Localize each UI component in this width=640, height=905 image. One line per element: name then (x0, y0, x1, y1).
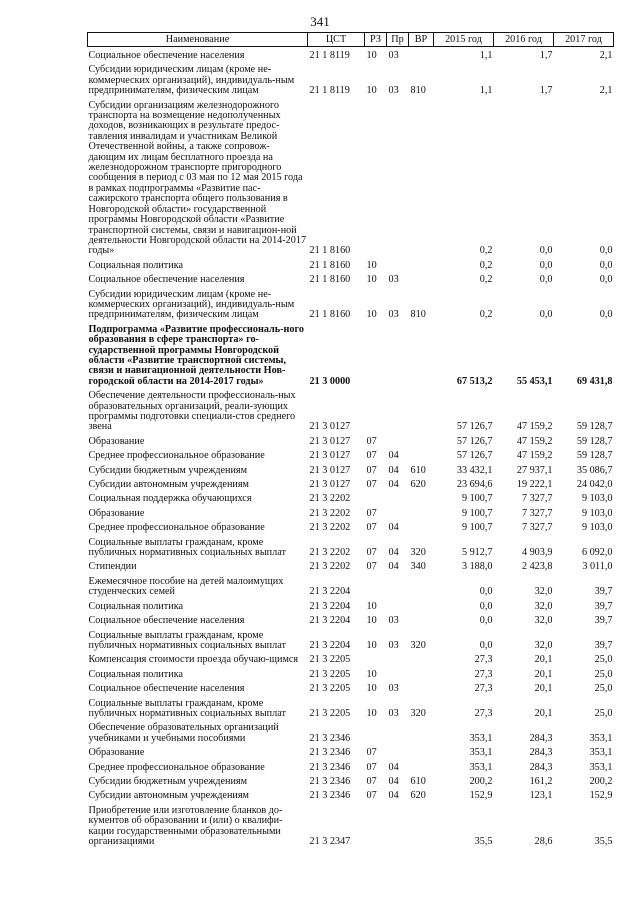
row-pr (387, 97, 409, 257)
row-2016: 0,0 (539, 259, 553, 271)
row-2015: 0,0 (479, 600, 493, 612)
header-2017: 2017 год (554, 33, 614, 47)
row-vr: 620 (410, 790, 426, 802)
row-2017: 25,0 (594, 683, 613, 695)
row-2016: 4 903,9 (521, 547, 553, 559)
row-2017: 353,1 (589, 761, 613, 773)
row-2016: 20,1 (534, 654, 553, 666)
row-rz: 07 (366, 464, 377, 476)
row-pr (387, 257, 409, 271)
row-cst: 21 3 0127 (309, 435, 351, 447)
row-vr (409, 97, 434, 257)
row-2015: 353,1 (469, 761, 493, 773)
row-name: Социальные выплаты гражданам, кроме публичных нормативных социальных выплат (88, 697, 286, 719)
row-cst: 21 1 8160 (309, 259, 351, 271)
row-cst: 21 3 2346 (309, 747, 351, 759)
row-2016: 1,7 (539, 85, 553, 97)
row-2016: 284,3 (529, 747, 553, 759)
row-2017: 69 431,8 (576, 375, 613, 387)
row-rz: 07 (366, 761, 377, 773)
row-vr (409, 802, 434, 848)
row-2015: 35,5 (474, 836, 493, 847)
row-rz: 07 (366, 450, 377, 462)
row-2015: 57 126,7 (456, 435, 493, 447)
row-cst: 21 3 2204 (309, 615, 351, 627)
table-row (88, 476, 614, 490)
row-name: Обеспечение деятельности профессиональ-ных образовательных организаций, реали-зующих программы подготовки специали-стов среднего звена (88, 390, 296, 433)
row-cst: 21 1 8160 (309, 245, 351, 257)
row-2017: 6 092,0 (581, 547, 613, 559)
row-cst: 21 1 8160 (309, 274, 351, 286)
row-name: Приобретение или изготовление бланков до-кументов об образовании и (или) о квалифи-кации государственными образовательными организациями (88, 804, 283, 847)
row-rz (365, 321, 387, 387)
row-cst: 21 3 2346 (309, 775, 351, 787)
row-2015: 1,1 (479, 50, 493, 61)
row-rz: 10 (366, 683, 377, 695)
row-rz: 07 (366, 479, 377, 491)
row-cst: 21 1 8119 (309, 50, 350, 61)
row-2016: 19 222,1 (516, 479, 553, 491)
row-name: Среднее профессиональное образование (88, 522, 265, 534)
row-vr (409, 651, 434, 665)
row-vr (409, 490, 434, 504)
table-row (88, 627, 614, 652)
row-pr: 03 (388, 50, 399, 61)
table-row (88, 534, 614, 559)
row-rz (365, 651, 387, 665)
row-2017: 9 103,0 (581, 507, 613, 519)
row-pr (387, 433, 409, 447)
row-cst: 21 3 2202 (309, 493, 351, 505)
table-row (88, 558, 614, 572)
table-row (88, 680, 614, 694)
table-row (88, 61, 614, 96)
row-name: Среднее профессиональное образование (88, 450, 265, 462)
header-vr: ВР (409, 33, 434, 47)
row-2016: 0,0 (539, 245, 553, 257)
row-2016: 284,3 (529, 761, 553, 773)
row-cst: 21 3 0000 (309, 375, 351, 387)
row-name: Социальная политика (88, 668, 184, 680)
row-vr (409, 573, 434, 598)
header-pr: Пр (387, 33, 409, 47)
row-vr (409, 719, 434, 744)
row-2015: 152,9 (469, 790, 493, 802)
row-2016: 7 327,7 (521, 493, 553, 505)
row-pr (387, 651, 409, 665)
header-cst: ЦСТ (308, 33, 365, 47)
row-cst: 21 3 2205 (309, 668, 351, 680)
row-rz: 07 (366, 522, 377, 534)
row-cst: 21 3 2204 (309, 600, 351, 612)
row-cst: 21 3 2204 (309, 586, 351, 598)
row-rz (365, 573, 387, 598)
table-row (88, 462, 614, 476)
row-2017: 39,7 (594, 615, 613, 627)
row-2015: 200,2 (469, 775, 493, 787)
row-rz: 10 (366, 259, 377, 271)
row-name: Социальная политика (88, 259, 184, 271)
row-rz: 07 (366, 790, 377, 802)
row-pr: 03 (388, 707, 399, 719)
row-2016: 7 327,7 (521, 522, 553, 534)
row-pr (387, 321, 409, 387)
row-2017: 353,1 (589, 747, 613, 759)
table-row (88, 759, 614, 773)
row-rz: 10 (366, 274, 377, 286)
table-row (88, 573, 614, 598)
table-row (88, 97, 614, 257)
row-2017: 35 086,7 (576, 464, 613, 476)
row-pr: 04 (388, 790, 399, 802)
header-name: Наименование (88, 33, 308, 47)
row-vr (409, 387, 434, 433)
row-vr (409, 321, 434, 387)
row-2016: 20,1 (534, 683, 553, 695)
row-rz: 10 (366, 615, 377, 627)
row-cst: 21 3 2346 (309, 761, 351, 773)
row-rz: 10 (366, 85, 377, 97)
row-2017: 353,1 (589, 732, 613, 744)
row-2015: 0,0 (479, 615, 493, 627)
table-row (88, 651, 614, 665)
row-2016: 284,3 (529, 732, 553, 744)
row-pr: 04 (388, 450, 399, 462)
row-2015: 0,0 (479, 639, 493, 651)
row-2015: 1,1 (479, 85, 493, 97)
row-2015: 9 100,7 (461, 522, 493, 534)
row-name: Образование (88, 747, 145, 759)
row-2017: 200,2 (589, 775, 613, 787)
row-rz: 10 (366, 668, 377, 680)
row-pr (387, 666, 409, 680)
row-2016: 27 937,1 (516, 464, 553, 476)
row-name: Социальное обеспечение населения (88, 615, 245, 627)
row-2017: 152,9 (589, 790, 613, 802)
row-rz: 07 (366, 561, 377, 573)
row-pr (387, 505, 409, 519)
row-name: Субсидии бюджетным учреждениям (88, 775, 248, 787)
row-vr (409, 680, 434, 694)
row-2015: 353,1 (469, 732, 493, 744)
row-cst: 21 3 2205 (309, 654, 351, 666)
row-vr: 810 (410, 309, 426, 321)
row-name: Социальная политика (88, 600, 184, 612)
row-vr (409, 447, 434, 461)
table-row (88, 598, 614, 612)
row-cst: 21 3 2346 (309, 790, 351, 802)
row-2017: 39,7 (594, 586, 613, 598)
row-name: Образование (88, 435, 145, 447)
row-2015: 0,2 (479, 245, 493, 257)
row-name: Стипендии (88, 561, 137, 573)
table-row (88, 447, 614, 461)
row-2017: 39,7 (594, 639, 613, 651)
table-row (88, 387, 614, 433)
row-2016: 28,6 (534, 836, 553, 847)
row-2015: 5 912,7 (461, 547, 493, 559)
row-2015: 0,2 (479, 259, 493, 271)
row-2015: 57 126,7 (456, 450, 493, 462)
row-2017: 9 103,0 (581, 493, 613, 505)
row-pr: 03 (388, 683, 399, 695)
row-rz (365, 490, 387, 504)
row-pr (387, 598, 409, 612)
row-cst: 21 3 2346 (309, 732, 351, 744)
row-vr (409, 744, 434, 758)
table-row (88, 802, 614, 848)
row-2016: 32,0 (534, 600, 553, 612)
row-2017: 39,7 (594, 600, 613, 612)
budget-table (87, 32, 614, 847)
row-cst: 21 3 0127 (309, 450, 351, 462)
table-row (88, 787, 614, 801)
row-cst: 21 3 2202 (309, 507, 351, 519)
row-2015: 27,3 (474, 654, 493, 666)
row-2017: 25,0 (594, 707, 613, 719)
row-2015: 0,2 (479, 309, 493, 321)
row-name: Субсидии автономным учреждениям (88, 790, 249, 802)
row-vr: 320 (410, 639, 426, 651)
row-vr (409, 519, 434, 533)
table-row (88, 773, 614, 787)
row-pr (387, 802, 409, 848)
row-rz (365, 719, 387, 744)
row-2017: 9 103,0 (581, 522, 613, 534)
row-vr: 610 (410, 775, 426, 787)
row-rz: 10 (366, 50, 377, 61)
row-pr (387, 490, 409, 504)
row-pr: 03 (388, 85, 399, 97)
row-cst: 21 3 0127 (309, 421, 351, 433)
row-name: Социальное обеспечение населения (88, 274, 245, 286)
row-vr (409, 759, 434, 773)
row-rz (365, 97, 387, 257)
row-name: Ежемесячное пособие на детей малоимущих студенческих семей (88, 575, 284, 598)
row-vr (409, 612, 434, 626)
row-name: Социальные выплаты гражданам, кроме публичных нормативных социальных выплат (88, 629, 286, 651)
row-2015: 0,2 (479, 274, 493, 286)
header-2016: 2016 год (494, 33, 554, 47)
row-cst: 21 3 2202 (309, 547, 351, 559)
row-name: Субсидии юридическим лицам (кроме не-коммерческих организаций), индивидуаль-ным предпринимателям, физическим лицам (88, 288, 295, 321)
row-vr (409, 271, 434, 285)
table-row (88, 257, 614, 271)
row-2015: 3 188,0 (461, 561, 493, 573)
row-pr: 04 (388, 479, 399, 491)
row-2017: 25,0 (594, 654, 613, 666)
table-row (88, 47, 614, 62)
row-vr: 610 (410, 464, 426, 476)
row-2016: 1,7 (539, 50, 553, 61)
row-pr: 03 (388, 274, 399, 286)
row-vr (409, 257, 434, 271)
row-2017: 0,0 (599, 309, 613, 321)
row-2015: 353,1 (469, 747, 493, 759)
row-name: Социальная поддержка обучающихся (88, 493, 252, 505)
row-name: Подпрограмма «Развитие профессиональ-ного образования в сфере транспорта» го-сударственной программы Новгородской области «Развитие транспортной системы, связи и навигационной деятельности Нов-городской области на 2014-2017 годы» (88, 323, 304, 387)
row-2017: 3 011,0 (582, 561, 613, 573)
row-2017: 35,5 (594, 836, 613, 847)
table-row (88, 490, 614, 504)
row-pr (387, 744, 409, 758)
row-name: Субсидии организациям железнодорожного транспорта на возмещение недополученных доходов, возникающих в результате предос-тавления инвалидам и участникам Великой Отечественной войны, а также сопровож-дающим их лицам бесплатного проезда на железнодорожном транспорте пригородного сообщения в период с 03 мая по 12 мая 2015 года в рамках подпрограммы «Развитие пас-сажирского транспорта общего пользования в Новгородской области» государственной программы Новгородской области «Развитие транспортной системы, связи и навигацион-ной деятельности Новгородской области на 2014-2017 годы» (88, 99, 307, 257)
row-2015: 0,0 (479, 586, 493, 598)
row-2015: 9 100,7 (461, 507, 493, 519)
row-rz: 07 (366, 775, 377, 787)
row-rz: 10 (366, 309, 377, 321)
row-cst: 21 3 2347 (309, 836, 351, 847)
row-2016: 161,2 (529, 775, 553, 787)
row-name: Социальное обеспечение населения (88, 50, 245, 61)
row-2017: 59 128,7 (576, 421, 613, 433)
table-row (88, 505, 614, 519)
row-2016: 20,1 (534, 668, 553, 680)
table-header (88, 33, 614, 47)
row-2016: 47 159,2 (516, 435, 553, 447)
table-row (88, 719, 614, 744)
page-number: 341 (310, 14, 330, 29)
row-name: Субсидии юридическим лицам (кроме не-коммерческих организаций), индивидуаль-ным предпринимателям, физическим лицам (88, 64, 295, 97)
row-cst: 21 1 8160 (309, 309, 351, 321)
row-2016: 32,0 (534, 639, 553, 651)
row-pr: 04 (388, 775, 399, 787)
row-cst: 21 3 2202 (309, 522, 351, 534)
row-rz: 07 (366, 747, 377, 759)
row-cst: 21 1 8119 (309, 85, 350, 97)
row-cst: 21 3 2202 (309, 561, 351, 573)
row-pr: 04 (388, 547, 399, 559)
row-2016: 0,0 (539, 274, 553, 286)
row-rz: 10 (366, 707, 377, 719)
row-pr (387, 573, 409, 598)
row-2015: 33 432,1 (456, 464, 493, 476)
table-row (88, 286, 614, 321)
row-rz (365, 387, 387, 433)
row-2016: 20,1 (534, 707, 553, 719)
row-rz: 10 (366, 639, 377, 651)
row-rz: 10 (366, 600, 377, 612)
table-row (88, 321, 614, 387)
row-2016: 47 159,2 (516, 450, 553, 462)
row-2016: 55 453,1 (516, 375, 553, 387)
row-pr (387, 719, 409, 744)
row-2017: 59 128,7 (576, 450, 613, 462)
row-pr: 04 (388, 464, 399, 476)
header-rz: РЗ (365, 33, 387, 47)
row-pr: 04 (388, 761, 399, 773)
row-vr (409, 47, 434, 62)
row-2017: 2,1 (599, 85, 613, 97)
row-vr: 340 (410, 561, 426, 573)
row-2017: 25,0 (594, 668, 613, 680)
row-2016: 32,0 (534, 615, 553, 627)
row-2016: 123,1 (529, 790, 553, 802)
row-2015: 27,3 (474, 668, 493, 680)
row-2015: 57 126,7 (456, 421, 493, 433)
table-row (88, 666, 614, 680)
table-body (88, 47, 614, 848)
row-2016: 0,0 (539, 309, 553, 321)
table-row (88, 695, 614, 720)
table-row (88, 744, 614, 758)
row-vr (409, 666, 434, 680)
table-row (88, 433, 614, 447)
row-vr (409, 433, 434, 447)
row-name: Социальное обеспечение населения (88, 683, 245, 695)
row-rz: 07 (366, 547, 377, 559)
row-vr (409, 505, 434, 519)
row-2017: 59 128,7 (576, 435, 613, 447)
row-rz (365, 802, 387, 848)
table-row (88, 612, 614, 626)
row-vr: 620 (410, 479, 426, 491)
row-2015: 23 694,6 (456, 479, 493, 491)
row-cst: 21 3 2204 (309, 639, 351, 651)
table-row (88, 271, 614, 285)
row-vr: 320 (410, 547, 426, 559)
row-2015: 9 100,7 (461, 493, 493, 505)
row-pr: 03 (388, 309, 399, 321)
row-name: Обеспечение образовательных организаций учебниками и учебными пособиями (88, 722, 279, 744)
row-name: Компенсация стоимости проезда обучаю-щимся (88, 654, 299, 666)
row-2016: 2 423,8 (521, 561, 553, 573)
row-2017: 24 042,0 (576, 479, 613, 491)
row-pr: 04 (388, 561, 399, 573)
row-cst: 21 3 2205 (309, 707, 351, 719)
row-cst: 21 3 0127 (309, 479, 351, 491)
row-vr: 320 (410, 707, 426, 719)
row-pr: 03 (388, 639, 399, 651)
row-2017: 0,0 (599, 245, 613, 257)
row-rz: 07 (366, 435, 377, 447)
row-2017: 0,0 (599, 274, 613, 286)
row-cst: 21 3 0127 (309, 464, 351, 476)
row-2016: 47 159,2 (516, 421, 553, 433)
row-vr (409, 598, 434, 612)
row-vr: 810 (410, 85, 426, 97)
row-name: Социальные выплаты гражданам, кроме публичных нормативных социальных выплат (88, 536, 286, 559)
row-name: Образование (88, 507, 145, 519)
row-2016: 32,0 (534, 586, 553, 598)
row-2017: 0,0 (599, 259, 613, 271)
row-cst: 21 3 2205 (309, 683, 351, 695)
row-2016: 7 327,7 (521, 507, 553, 519)
row-name: Субсидии бюджетным учреждениям (88, 464, 248, 476)
row-2015: 27,3 (474, 683, 493, 695)
row-pr: 04 (388, 522, 399, 534)
row-2017: 2,1 (599, 50, 613, 61)
row-2015: 67 513,2 (456, 375, 493, 387)
header-2015: 2015 год (434, 33, 494, 47)
table-row (88, 519, 614, 533)
row-pr (387, 387, 409, 433)
row-name: Субсидии автономным учреждениям (88, 479, 249, 491)
row-2015: 27,3 (474, 707, 493, 719)
row-pr: 03 (388, 615, 399, 627)
row-name: Среднее профессиональное образование (88, 761, 265, 773)
row-rz: 07 (366, 507, 377, 519)
